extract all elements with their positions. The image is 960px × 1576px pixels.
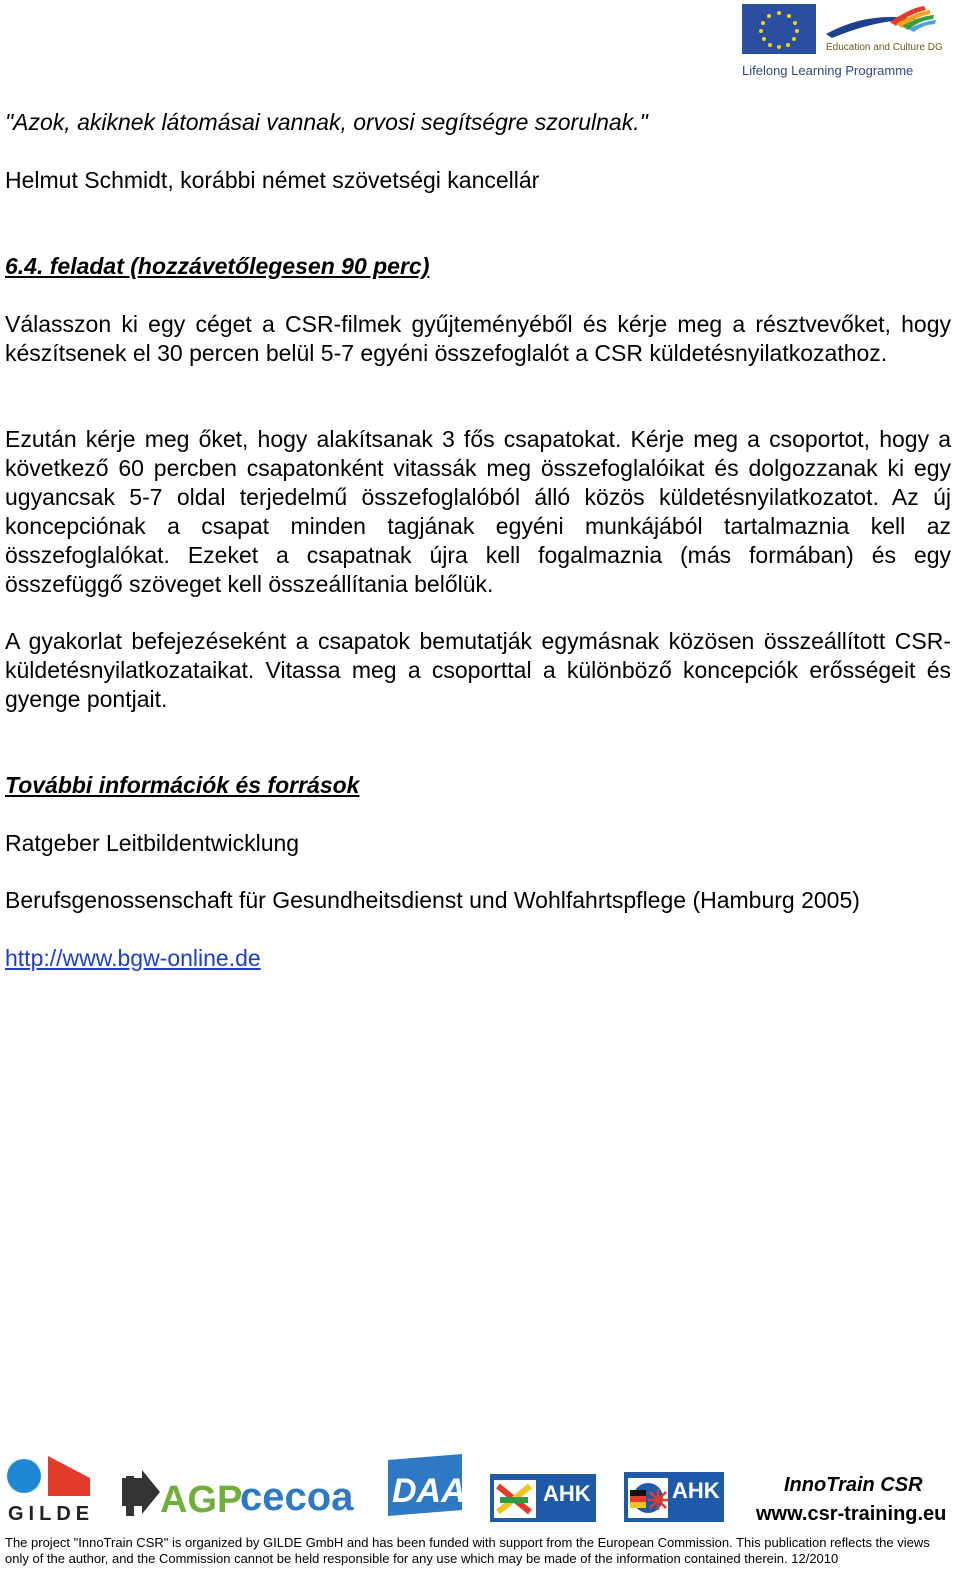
ahk-logo-2 (624, 1472, 724, 1522)
further-info-title: További információk és források (5, 772, 360, 798)
logo-lifelong-learning-text: Lifelong Learning Programme (742, 63, 914, 78)
svg-text:DAA: DAA (392, 1472, 466, 1510)
daa-logo (388, 1454, 466, 1516)
task-title: 6.4. feladat (hozzávetőlegesen 90 perc) (5, 253, 430, 279)
svg-text:AHK: AHK (672, 1478, 720, 1503)
quote-text: "Azok, akiknek látomásai vannak, orvosi segítségre szorulnak." (5, 109, 648, 135)
agp-logo (122, 1470, 242, 1521)
innotrain-csr-brand: InnoTrain CSR (784, 1474, 923, 1496)
funding-disclaimer: The project "InnoTrain CSR" is organized by GILDE GmbH and has been funded with support from the European Commission. This publication reflects the views only of the author, and the Commission cannot be held responsible for any use which may be made of the information contained therein. 12/2010 (5, 1535, 930, 1566)
logo-education-culture-text: Education and Culture DG (826, 42, 943, 53)
paragraph-2: Ezután kérje meg őket, hogy alakítsanak 3 fős csapatokat. Kérje meg a csoportot, hogy a következő 60 percben csapatonként vitassák meg összefoglalóikat és dolgozzanak ki egy ugyancsak 5-7 oldal terjedelmű összefoglalóból álló közös küldetésnyilatkozatot. Az új koncepciónak a csapat minden tagjának egyéni munkájából tartalmaznia kell az összefoglalókat. Ezeket a csapatnak újra kell fogalmaznia (más formában) és egy összefüggő szöveget kell összeállítania belőlük. (5, 426, 951, 597)
bgw-online-link[interactable]: http://www.bgw-online.de (5, 945, 261, 971)
gilde-logo (7, 1456, 94, 1525)
quote-author: Helmut Schmidt, korábbi német szövetségi kancellár (5, 167, 540, 193)
svg-text:AGP: AGP (160, 1479, 243, 1521)
swoosh-icon (826, 6, 936, 38)
csr-training-url: www.csr-training.eu (756, 1503, 947, 1525)
paragraph-3: A gyakorlat befejezéseként a csapatok bemutatják egymásnak közösen összeállított CSR-küldetésnyilatkozataikat. Vitassa meg a csoporttal a különböző koncepciók erősségeit és gyenge pontjait. (5, 628, 951, 712)
svg-text:cecoa: cecoa (240, 1475, 354, 1519)
svg-text:AHK: AHK (543, 1481, 591, 1506)
svg-text:GILDE: GILDE (8, 1503, 95, 1525)
paragraph-1: Válasszon ki egy céget a CSR-filmek gyűjteményéből és kérje meg a résztvevőket, hogy készítsenek el 30 percen belül 5-7 egyéni összefoglalót a CSR küldetésnyilatkozathoz. (5, 311, 951, 366)
ahk-logo-1 (490, 1474, 596, 1522)
source-1: Ratgeber Leitbildentwicklung (5, 830, 300, 856)
source-2: Berufsgenossenschaft für Gesundheitsdienst und Wohlfahrtspflege (Hamburg 2005) (5, 887, 860, 913)
cecoa-logo (240, 1475, 354, 1519)
